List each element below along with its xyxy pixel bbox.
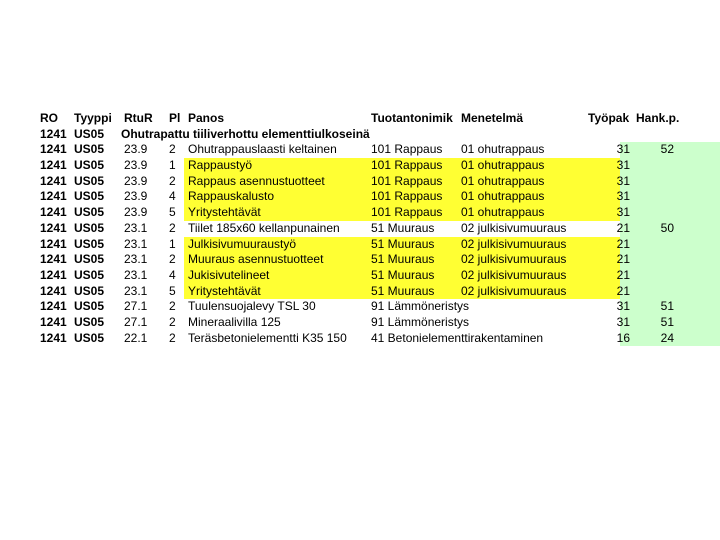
title-ro: 1241 <box>40 126 67 141</box>
table-row <box>38 158 686 174</box>
numeric-column-shade <box>620 189 720 205</box>
cell-rtur: 27.1 <box>124 314 148 329</box>
cell-panos: Muuraus asennustuotteet <box>188 252 324 267</box>
cell-panos: Tiilet 185x60 kellanpunainen <box>188 220 340 235</box>
cell-tuotantonimike: 101 Rappaus <box>371 173 443 188</box>
cell-panos: Jukisivutelineet <box>188 267 270 282</box>
table-body <box>38 142 686 346</box>
cell-ro: 1241 <box>40 283 67 298</box>
cell-menetelma: 02 julkisivumuuraus <box>461 283 567 298</box>
cell-tyopak: 21 <box>616 283 630 298</box>
cell-pl: 2 <box>169 173 176 188</box>
cell-tyopak: 31 <box>616 299 630 314</box>
numeric-column-shade <box>620 174 720 190</box>
cell-tuotantonimike: 51 Muuraus <box>371 267 435 282</box>
cell-tyopak: 21 <box>616 252 630 267</box>
cell-tyyppi: US05 <box>74 314 105 329</box>
cell-tyopak: 21 <box>616 220 630 235</box>
cell-ro: 1241 <box>40 330 67 345</box>
cell-menetelma: 02 julkisivumuuraus <box>461 267 567 282</box>
cell-tyyppi: US05 <box>74 283 105 298</box>
table-row <box>38 252 686 268</box>
cell-tyyppi: US05 <box>74 236 105 251</box>
cell-ro: 1241 <box>40 267 67 282</box>
cell-tuotantonimike: 101 Rappaus <box>371 158 443 173</box>
header-tyopak: Työpak <box>588 111 630 125</box>
header-tuotantonimike: Tuotantonimik <box>371 111 453 125</box>
cell-ro: 1241 <box>40 299 67 314</box>
cell-panos: Yritystehtävät <box>188 283 261 298</box>
cell-menetelma: 02 julkisivumuuraus <box>461 236 567 251</box>
cell-hankp: 51 <box>660 299 674 314</box>
cell-rtur: 22.1 <box>124 330 148 345</box>
cell-tuotantonimike: 51 Muuraus <box>371 283 435 298</box>
cell-pl: 2 <box>169 252 176 267</box>
cell-menetelma: 01 ohutrappaus <box>461 158 545 173</box>
cell-tyyppi: US05 <box>74 267 105 282</box>
cell-tuotantonimike: 101 Rappaus <box>371 142 443 157</box>
cell-rtur: 23.1 <box>124 220 148 235</box>
cell-rtur: 23.9 <box>124 173 148 188</box>
table-row <box>38 205 686 221</box>
cell-tyopak: 21 <box>616 236 630 251</box>
cell-menetelma: 01 ohutrappaus <box>461 173 545 188</box>
cell-ro: 1241 <box>40 189 67 204</box>
structure-title: Ohutrapattu tiiliverhottu elementtiulkoseinä <box>121 126 370 141</box>
cell-tuotantonimike: 91 Lämmöneristys <box>371 299 470 314</box>
cell-panos: Julkisivumuuraustyö <box>188 236 297 251</box>
cell-tyopak: 31 <box>616 158 630 173</box>
cell-rtur: 27.1 <box>124 299 148 314</box>
title-row <box>38 127 686 143</box>
cell-tyyppi: US05 <box>74 299 105 314</box>
cell-pl: 1 <box>169 236 176 251</box>
cell-tyopak: 31 <box>616 173 630 188</box>
cell-tyopak: 31 <box>616 205 630 220</box>
table-row <box>38 237 686 253</box>
cell-ro: 1241 <box>40 314 67 329</box>
cell-tuotantonimike: 51 Muuraus <box>371 252 435 267</box>
cell-tyopak: 16 <box>616 330 630 345</box>
cell-tyyppi: US05 <box>74 158 105 173</box>
header-tyyppi: Tyyppi <box>74 111 112 125</box>
cell-tuotantonimike: 101 Rappaus <box>371 205 443 220</box>
cell-ro: 1241 <box>40 173 67 188</box>
numeric-column-shade <box>620 268 720 284</box>
cell-tuotantonimike: 51 Muuraus <box>371 236 435 251</box>
header-hankp: Hank.p. <box>636 111 680 125</box>
cell-tyyppi: US05 <box>74 173 105 188</box>
cell-menetelma: 02 julkisivumuuraus <box>461 252 567 267</box>
cell-tuotantonimike: 101 Rappaus <box>371 189 443 204</box>
cell-pl: 2 <box>169 142 176 157</box>
cell-panos: Rappaustyö <box>188 158 253 173</box>
cell-tyyppi: US05 <box>74 189 105 204</box>
cell-menetelma: 01 ohutrappaus <box>461 205 545 220</box>
table-row <box>38 315 686 331</box>
numeric-column-shade <box>620 284 720 300</box>
cell-tyopak: 21 <box>616 267 630 282</box>
header-ro: RO <box>40 111 58 125</box>
cell-rtur: 23.9 <box>124 205 148 220</box>
cell-pl: 4 <box>169 189 176 204</box>
cell-panos: Ohutrappauslaasti keltainen <box>188 142 337 157</box>
cell-ro: 1241 <box>40 252 67 267</box>
cell-tuotantonimike: 51 Muuraus <box>371 220 435 235</box>
cell-tyopak: 31 <box>616 142 630 157</box>
cell-pl: 2 <box>169 330 176 345</box>
cell-tyyppi: US05 <box>74 252 105 267</box>
cell-panos: Tuulensuojalevy TSL 30 <box>188 299 316 314</box>
cell-rtur: 23.1 <box>124 252 148 267</box>
cell-tyyppi: US05 <box>74 330 105 345</box>
cell-rtur: 23.9 <box>124 142 148 157</box>
cell-tuotantonimike: 41 Betonielementtirakentaminen <box>371 330 544 345</box>
numeric-column-shade <box>620 252 720 268</box>
table-row <box>38 284 686 300</box>
cell-tyyppi: US05 <box>74 142 105 157</box>
cell-tyyppi: US05 <box>74 205 105 220</box>
cell-panos: Mineraalivilla 125 <box>188 314 281 329</box>
table-row <box>38 174 686 190</box>
spreadsheet-table <box>38 111 686 346</box>
cell-ro: 1241 <box>40 236 67 251</box>
table-row <box>38 189 686 205</box>
table-row <box>38 331 686 347</box>
cell-tuotantonimike: 91 Lämmöneristys <box>371 314 470 329</box>
table-row <box>38 142 686 158</box>
header-menetelma: Menetelmä <box>461 111 524 125</box>
header-row <box>38 111 686 127</box>
cell-hankp: 51 <box>660 314 674 329</box>
cell-tyopak: 31 <box>616 189 630 204</box>
cell-rtur: 23.1 <box>124 236 148 251</box>
cell-menetelma: 02 julkisivumuuraus <box>461 220 567 235</box>
cell-pl: 5 <box>169 283 176 298</box>
table-row <box>38 221 686 237</box>
cell-pl: 2 <box>169 314 176 329</box>
cell-ro: 1241 <box>40 220 67 235</box>
cell-hankp: 24 <box>660 330 674 345</box>
cell-pl: 2 <box>169 299 176 314</box>
cell-rtur: 23.9 <box>124 158 148 173</box>
numeric-column-shade <box>620 237 720 253</box>
table-row <box>38 268 686 284</box>
cell-ro: 1241 <box>40 205 67 220</box>
cell-tyyppi: US05 <box>74 220 105 235</box>
numeric-column-shade <box>620 158 720 174</box>
numeric-column-shade <box>620 205 720 221</box>
cell-panos: Rappaus asennustuotteet <box>188 173 325 188</box>
cell-pl: 2 <box>169 220 176 235</box>
cell-panos: Yritystehtävät <box>188 205 261 220</box>
cell-ro: 1241 <box>40 142 67 157</box>
cell-hankp: 52 <box>660 142 674 157</box>
cell-menetelma: 01 ohutrappaus <box>461 189 545 204</box>
cell-pl: 4 <box>169 267 176 282</box>
cell-rtur: 23.1 <box>124 267 148 282</box>
cell-rtur: 23.9 <box>124 189 148 204</box>
header-panos: Panos <box>188 111 225 125</box>
header-rtur: RtuR <box>124 111 153 125</box>
cell-menetelma: 01 ohutrappaus <box>461 142 545 157</box>
table-row <box>38 299 686 315</box>
cell-panos: Rappauskalusto <box>188 189 275 204</box>
title-tyyppi: US05 <box>74 126 105 141</box>
header-pl: Pl <box>169 111 181 125</box>
cell-rtur: 23.1 <box>124 283 148 298</box>
cell-tyopak: 31 <box>616 314 630 329</box>
cell-pl: 5 <box>169 205 176 220</box>
cell-ro: 1241 <box>40 158 67 173</box>
cell-hankp: 50 <box>660 220 674 235</box>
cell-pl: 1 <box>169 158 176 173</box>
cell-panos: Teräsbetonielementti K35 150 <box>188 330 347 345</box>
